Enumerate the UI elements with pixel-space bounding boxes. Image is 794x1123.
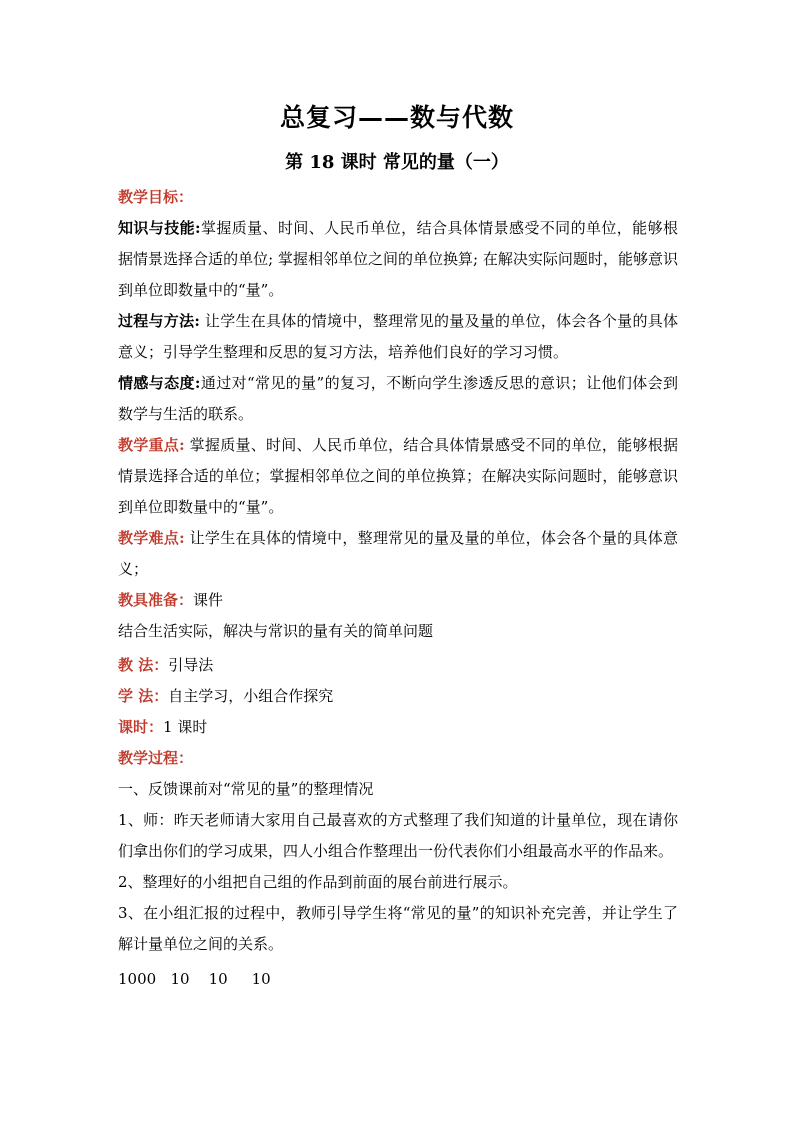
emotion-paragraph xyxy=(118,368,678,430)
learning-method-paragraph xyxy=(118,681,678,712)
knowledge-paragraph xyxy=(118,213,678,306)
difficulty-text: 让学生在具体的情境中，整理常见的量及量的单位，体会各个量的具体意义； xyxy=(118,529,678,578)
key-points-paragraph xyxy=(118,430,678,523)
emotion-text: 通过对“常见的量”的复习，不断向学生渗透反思的意识；让他们体会到数学与生活的联系。 xyxy=(118,374,678,423)
learning-method-text: 自主学习，小组合作探究 xyxy=(168,687,334,705)
step-3: 3、在小组汇报的过程中，教师引导学生将“常见的量”的知识补充完善，并让学生了解计量单位之间的关系。 xyxy=(118,904,678,953)
key-points-text: 掌握质量、时间、人民币单位，结合具体情景感受不同的单位，能够根据情景选择合适的单位；掌握相邻单位之间的单位换算；在解决实际问题时，能够意识到单位即数量中的“量”。 xyxy=(118,436,678,516)
tools-paragraph xyxy=(118,585,678,616)
step-intro: 一、反馈课前对“常见的量”的整理情况 xyxy=(118,780,374,798)
class-hours-text: 1 课时 xyxy=(163,718,208,736)
tools-text: 课件 xyxy=(193,591,224,609)
process-label: 过程与方法: xyxy=(118,312,200,330)
knowledge-label: 知识与技能: xyxy=(118,219,201,237)
teaching-method-paragraph xyxy=(118,650,678,681)
process-heading: 教学过程： xyxy=(118,749,194,767)
knowledge-text: 掌握质量、时间、人民币单位，结合具体情景感受不同的单位，能够根据情景选择合适的单位; 掌握相邻单位之间的单位换算; 在解决实际问题时，能够意识到单位即数量中的“量”。 xyxy=(118,219,678,299)
difficulty-label: 教学难点: xyxy=(118,529,185,547)
key-points-label: 教学重点: xyxy=(118,436,185,454)
teaching-method-text: 引导法 xyxy=(168,656,214,674)
unit-numbers: 1000 10 10 10 xyxy=(118,970,271,988)
teaching-method-label: 教 法： xyxy=(118,656,169,674)
emotion-label: 情感与态度: xyxy=(118,374,201,392)
learning-method-label: 学 法： xyxy=(118,687,169,705)
goals-heading: 教学目标： xyxy=(118,188,194,206)
class-hours-paragraph xyxy=(118,712,678,743)
document-title: 总复习——数与代数 xyxy=(279,103,514,132)
difficulty-paragraph xyxy=(118,523,678,585)
process-text: 让学生在具体的情境中，整理常见的量及量的单位，体会各个量的具体意义；引导学生整理和反思的复习方法，培养他们良好的学习习惯。 xyxy=(118,312,678,361)
process-method-paragraph xyxy=(118,306,678,368)
lesson-subtitle: 第 18 课时 常见的量（一） xyxy=(285,152,509,173)
tools-extra-paragraph: 结合生活实际，解决与常识的量有关的简单问题 xyxy=(118,622,434,640)
document-body xyxy=(118,182,678,995)
step-2: 2、整理好的小组把自己组的作品到前面的展台前进行展示。 xyxy=(118,873,518,891)
step-1: 1、师：昨天老师请大家用自己最喜欢的方式整理了我们知道的计量单位，现在请你们拿出你们的学习成果，四人小组合作整理出一份代表你们小组最高水平的作品来。 xyxy=(118,811,678,860)
class-hours-label: 课时： xyxy=(118,718,164,736)
tools-label: 教具准备： xyxy=(118,591,194,609)
